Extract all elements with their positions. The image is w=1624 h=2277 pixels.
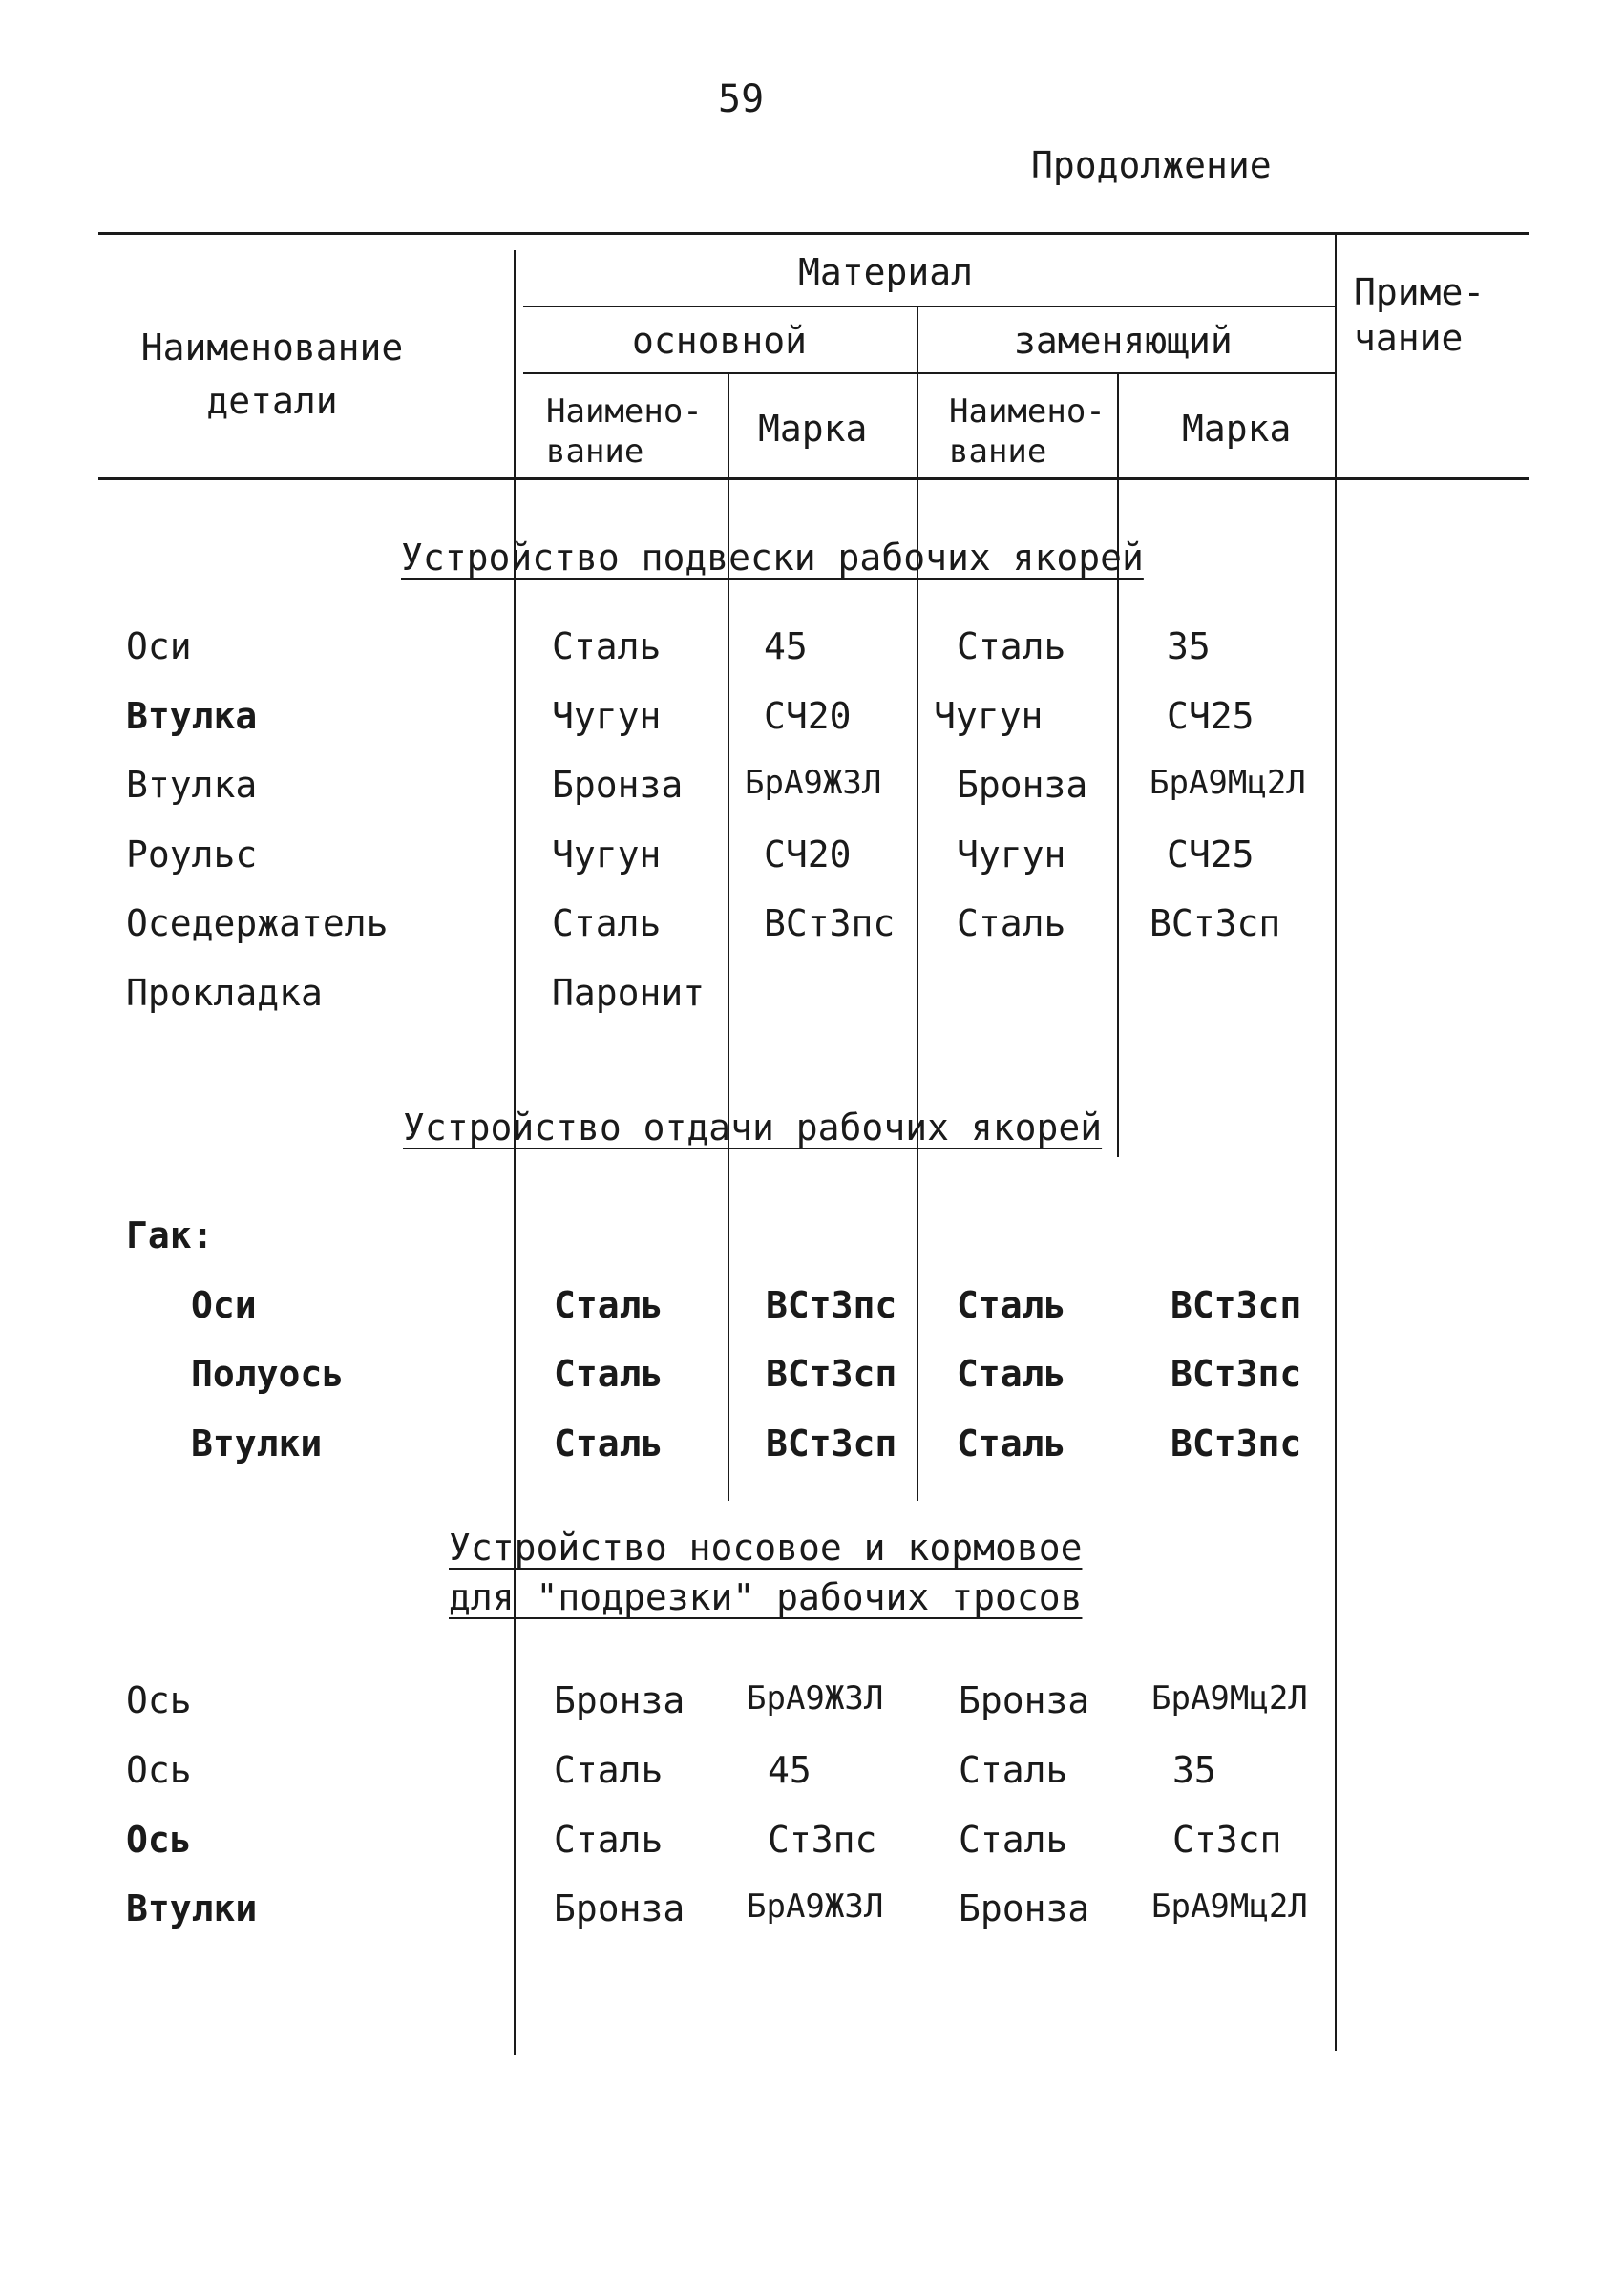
section-title: Устройство носовое и кормовое (449, 1527, 1083, 1569)
primary-material-name: Сталь (552, 902, 662, 944)
primary-material-name: Сталь (552, 625, 662, 667)
part-name: Оси (126, 625, 192, 667)
section-title: Устройство отдачи рабочих якорей (403, 1107, 1103, 1149)
substitute-material-name: Сталь (957, 1353, 1066, 1395)
section-title: Устройство подвески рабочих якорей (401, 537, 1144, 579)
substitute-material-grade: ВСт3сп (1149, 902, 1281, 944)
substitute-material-name: Сталь (957, 902, 1066, 944)
column-divider (1335, 232, 1337, 2051)
section-title: для "подрезки" рабочих тросов (449, 1576, 1083, 1618)
substitute-material-grade: Ст3сп (1172, 1819, 1282, 1861)
part-name: Втулки (126, 1887, 258, 1929)
header-primary-grade: Марка (758, 408, 868, 450)
substitute-material-grade: 35 (1172, 1749, 1216, 1791)
header-substitute: заменяющий (1014, 320, 1233, 362)
part-name: Ось (126, 1679, 192, 1721)
continuation-label: Продолжение (1031, 144, 1272, 186)
column-divider (1117, 374, 1119, 1157)
table-header-bottom-rule (98, 477, 1529, 480)
part-name: Полуось (191, 1353, 345, 1395)
primary-material-grade: БрА9Ж3Л (745, 764, 882, 802)
substitute-material-name: Сталь (957, 1284, 1066, 1326)
substitute-material-name: Бронза (959, 1887, 1090, 1929)
part-name: Прокладка (126, 972, 323, 1014)
primary-material-name: Чугун (552, 833, 662, 875)
primary-material-grade: 45 (768, 1749, 812, 1791)
substitute-material-name: Сталь (957, 625, 1066, 667)
substitute-material-name: Чугун (957, 833, 1066, 875)
part-name: Оседержатель (126, 902, 389, 944)
substitute-material-name: Чугун (934, 695, 1044, 737)
page-number: 59 (718, 77, 765, 121)
header-note: Приме-чание (1354, 271, 1486, 359)
header-primary-name: Наимено-вание (546, 392, 703, 471)
substitute-material-name: Бронза (957, 764, 1088, 806)
substitute-material-grade: СЧ25 (1167, 695, 1255, 737)
substitute-material-grade: ВСт3пс (1171, 1353, 1302, 1395)
substitute-material-name: Сталь (959, 1819, 1068, 1861)
primary-material-grade: 45 (764, 625, 808, 667)
substitute-material-grade: БрА9Мц2Л (1151, 1679, 1308, 1718)
part-name: Ось (126, 1819, 192, 1861)
part-name: Оси (191, 1284, 257, 1326)
primary-material-name: Сталь (554, 1819, 664, 1861)
primary-material-grade: БрА9Ж3Л (747, 1887, 884, 1926)
primary-material-name: Сталь (554, 1353, 664, 1395)
substitute-material-name: Сталь (957, 1423, 1066, 1465)
primary-material-name: Бронза (552, 764, 684, 806)
primary-material-name: Чугун (552, 695, 662, 737)
primary-material-name: Сталь (554, 1749, 664, 1791)
header-substitute-grade: Марка (1182, 408, 1292, 450)
primary-material-name: Бронза (554, 1887, 685, 1929)
part-name: Втулки (191, 1423, 323, 1465)
header-substitute-name: Наимено-вание (949, 392, 1106, 471)
primary-material-grade: Ст3пс (768, 1819, 877, 1861)
substitute-material-grade: 35 (1167, 625, 1211, 667)
table-top-rule (98, 232, 1529, 235)
column-divider (917, 307, 918, 1501)
primary-material-name: Бронза (554, 1679, 685, 1721)
material-kind-rule (523, 372, 1337, 374)
primary-material-grade: СЧ20 (764, 695, 852, 737)
substitute-material-grade: БрА9Мц2Л (1149, 764, 1306, 802)
substitute-material-grade: БрА9Мц2Л (1151, 1887, 1308, 1926)
primary-material-grade: ВСт3пс (766, 1284, 897, 1326)
header-part-name: Наименование детали (140, 327, 404, 422)
part-name: Гак: (126, 1214, 214, 1256)
part-name: Роульс (126, 833, 258, 875)
column-divider (514, 250, 516, 2055)
part-name: Втулка (126, 695, 258, 737)
substitute-material-name: Бронза (959, 1679, 1090, 1721)
material-subheader-rule (523, 306, 1337, 307)
primary-material-grade: ВСт3сп (766, 1353, 897, 1395)
primary-material-grade: БрА9Ж3Л (747, 1679, 884, 1718)
primary-material-name: Паронит (552, 972, 706, 1014)
primary-material-name: Сталь (554, 1423, 664, 1465)
part-name: Втулка (126, 764, 258, 806)
primary-material-grade: ВСт3пс (764, 902, 896, 944)
part-name: Ось (126, 1749, 192, 1791)
substitute-material-grade: ВСт3сп (1171, 1284, 1302, 1326)
substitute-material-name: Сталь (959, 1749, 1068, 1791)
primary-material-name: Сталь (554, 1284, 664, 1326)
primary-material-grade: ВСт3сп (766, 1423, 897, 1465)
primary-material-grade: СЧ20 (764, 833, 852, 875)
header-primary: основной (632, 320, 808, 362)
header-material: Материал (798, 251, 974, 293)
substitute-material-grade: ВСт3пс (1171, 1423, 1302, 1465)
substitute-material-grade: СЧ25 (1167, 833, 1255, 875)
